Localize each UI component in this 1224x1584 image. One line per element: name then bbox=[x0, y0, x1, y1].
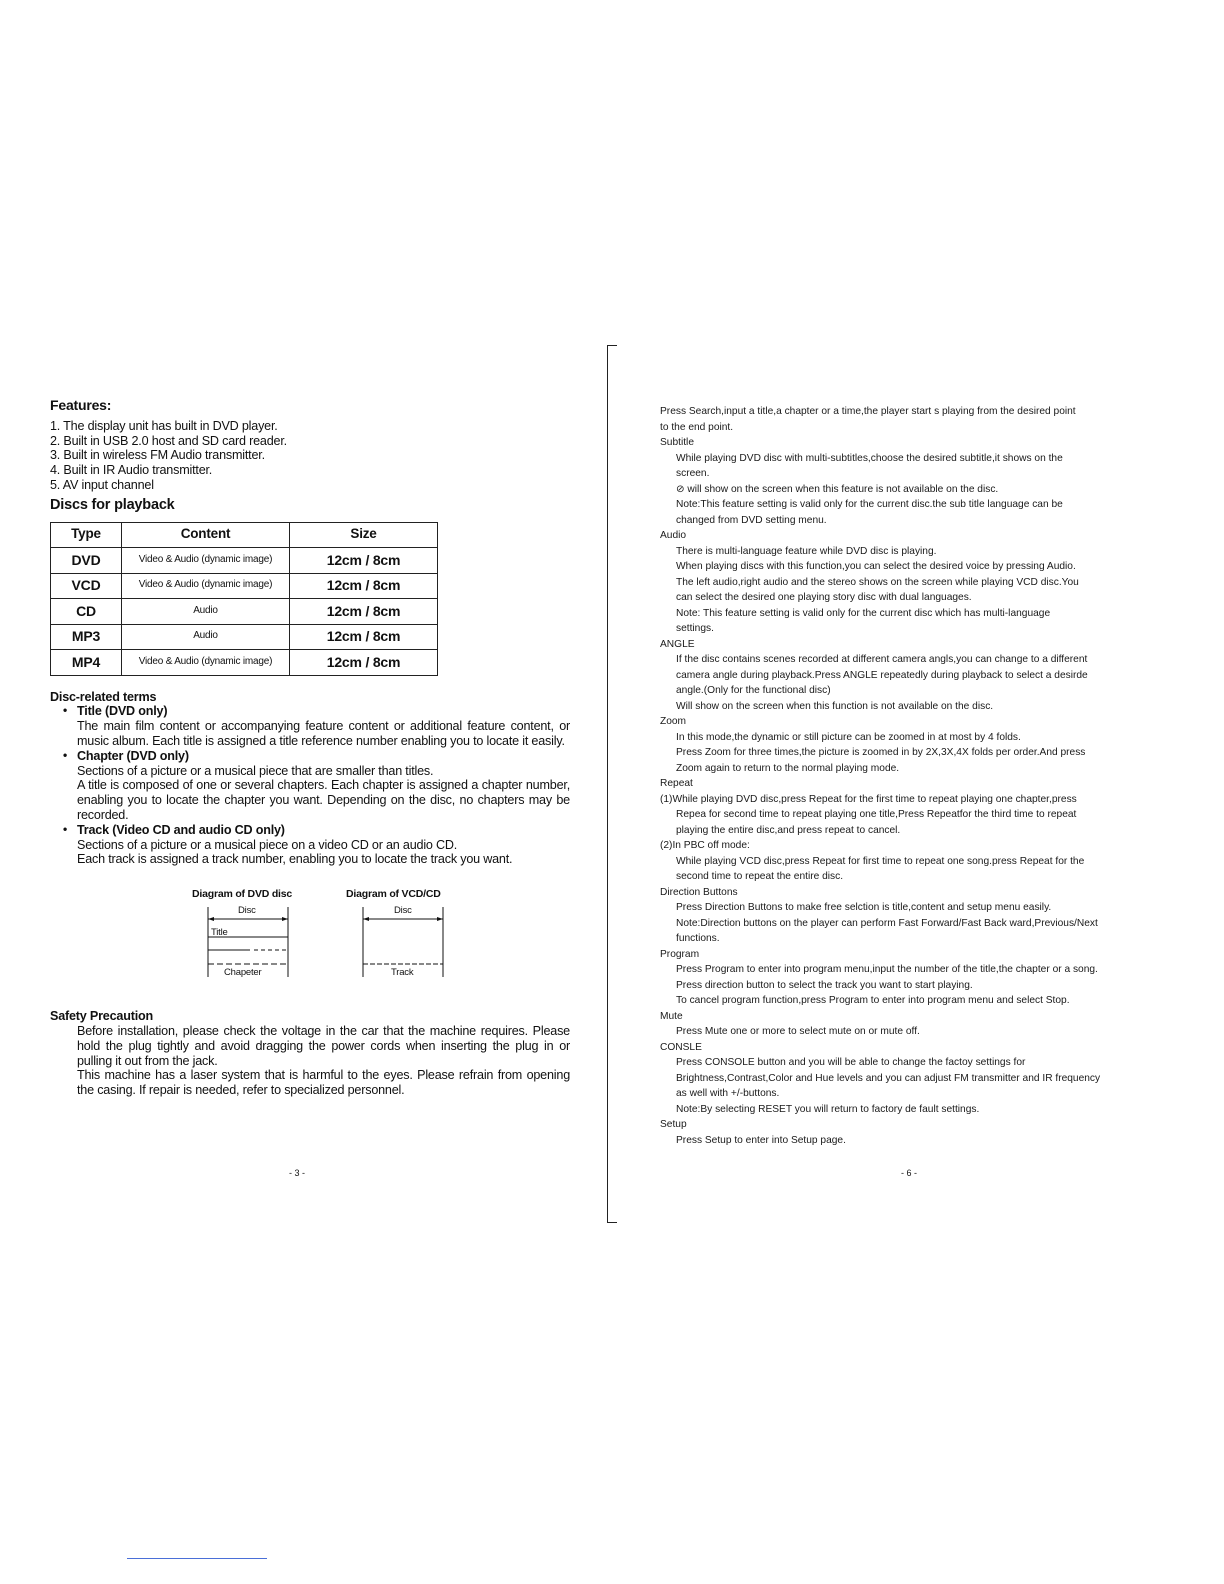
vcd-diagram-caption: Diagram of VCD/CD bbox=[346, 888, 441, 901]
term-heading: Track (Video CD and audio CD only) bbox=[77, 822, 285, 837]
safety-paragraph: This machine has a laser system that is harmful to the eyes. Please refrain from opening the casing. If repair is needed, refer to specialized personnel. bbox=[77, 1068, 570, 1098]
term-title-dvd bbox=[50, 704, 570, 748]
section-heading: (1)While playing DVD disc,press Repeat for the first time to repeat playing one chapter,press bbox=[660, 793, 1077, 805]
section-text: Press Zoom for three times,the picture is zoomed in by 2X,3X,4X folds per order.And press bbox=[676, 747, 1086, 758]
page-fold-tick-top bbox=[607, 345, 617, 346]
cell-type: MP3 bbox=[51, 624, 122, 650]
section-heading: (2)In PBC off mode: bbox=[660, 840, 750, 851]
vcd-track-label: Track bbox=[391, 967, 414, 979]
features-heading: Features: bbox=[50, 397, 112, 413]
safety-paragraph: Before installation, please check the voltage in the car that the machine requires. Please hold the plug tightly and avoid dragging the power cords when inserting the plug in or pulling it out from the jack. bbox=[77, 1023, 570, 1068]
section-text: settings. bbox=[676, 623, 714, 634]
section-heading: CONSLE bbox=[660, 1041, 702, 1053]
section-text: Press Direction Buttons to make free selction is title,content and setup menu easily. bbox=[676, 902, 1052, 913]
section-text: Press direction button to select the track you want to start playing. bbox=[676, 979, 973, 991]
section-text: camera angle during playback.Press ANGLE repeatedly during playback to select a desirde bbox=[676, 669, 1088, 681]
feature-item: 5. AV input channel bbox=[50, 477, 154, 492]
section-text: Note:By selecting RESET you will return to factory de fault settings. bbox=[676, 1103, 980, 1115]
cell-size: 12cm / 8cm bbox=[290, 599, 438, 625]
section-heading: Subtitle bbox=[660, 437, 694, 448]
section-heading: ANGLE bbox=[660, 638, 695, 650]
cell-type: MP4 bbox=[51, 650, 122, 676]
table-row bbox=[51, 548, 438, 574]
term-text: Each track is assigned a track number, enabling you to locate the track you want. bbox=[77, 852, 513, 867]
section-text: If the disc contains scenes recorded at different camera angls,you can change to a different bbox=[676, 654, 1088, 665]
left-page-number: - 3 - bbox=[289, 1168, 306, 1178]
table-row bbox=[51, 573, 438, 599]
bullet-icon: • bbox=[63, 821, 68, 836]
section-text: second time to repeat the entire disc. bbox=[676, 871, 844, 882]
section-text: playing the entire disc,and press repeat to cancel. bbox=[676, 824, 901, 836]
safety-text bbox=[50, 1024, 570, 1098]
table-row bbox=[51, 650, 438, 676]
term-track bbox=[50, 823, 570, 867]
vcd-disc-label: Disc bbox=[394, 905, 412, 917]
discs-heading: Discs for playback bbox=[50, 496, 175, 513]
section-text: ⊘ will show on the screen when this feature is not available on the disc. bbox=[676, 483, 999, 495]
section-text: When playing discs with this function,you can select the desired voice by pressing Audio. bbox=[676, 561, 1076, 572]
feature-item: 2. Built in USB 2.0 host and SD card reader. bbox=[50, 433, 287, 448]
column-header-size: Size bbox=[290, 522, 438, 548]
cell-type: CD bbox=[51, 599, 122, 625]
term-text: Sections of a picture or a musical piece on a video CD or an audio CD. bbox=[77, 837, 458, 852]
cell-content: Video & Audio (dynamic image) bbox=[122, 573, 290, 599]
section-text: Brightness,Contrast,Color and Hue levels and you can adjust FM transmitter and IR frequency bbox=[676, 1072, 1101, 1084]
bullet-icon: • bbox=[63, 703, 68, 718]
section-text: changed from DVD setting menu. bbox=[676, 514, 827, 526]
cell-content: Video & Audio (dynamic image) bbox=[122, 548, 290, 574]
bottom-rule bbox=[127, 1558, 267, 1559]
section-heading: Repeat bbox=[660, 778, 693, 789]
section-text: Note: This feature setting is valid only for the current disc which has multi-language bbox=[676, 607, 1051, 619]
dvd-diagram-caption: Diagram of DVD disc bbox=[192, 888, 293, 901]
section-text: can select the desired one playing story disc with dual languages. bbox=[676, 592, 972, 603]
table-row bbox=[51, 624, 438, 650]
term-heading: Chapter (DVD only) bbox=[77, 748, 189, 763]
safety-heading: Safety Precaution bbox=[50, 1009, 153, 1024]
bullet-icon: • bbox=[63, 747, 68, 762]
left-page bbox=[50, 398, 570, 1098]
section-text: Press Mute one or more to select mute on or mute off. bbox=[676, 1026, 920, 1037]
intro-line: to the end point. bbox=[660, 421, 734, 433]
section-text: Note:Direction buttons on the player can perform Fast Forward/Fast Back ward,Previous/Next bbox=[676, 917, 1098, 929]
column-header-type: Type bbox=[51, 522, 122, 548]
right-page-number: - 6 - bbox=[901, 1168, 918, 1178]
right-sections bbox=[660, 435, 1170, 1148]
section-text: Repea for second time to repeat playing one title,Press Repeatfor the third time to repeat bbox=[676, 809, 1077, 820]
section-text: While playing VCD disc,press Repeat for first time to repeat one song.press Repeat for the bbox=[676, 855, 1085, 867]
disc-diagrams bbox=[50, 887, 570, 997]
section-text: There is multi-language feature while DVD disc is playing. bbox=[676, 545, 937, 557]
table-row bbox=[51, 599, 438, 625]
section-text: Press CONSOLE button and you will be able to change the factoy settings for bbox=[676, 1057, 1026, 1068]
feature-item: 3. Built in wireless FM Audio transmitter. bbox=[50, 448, 265, 463]
section-text: Note:This feature setting is valid only for the current disc.the sub title language can be bbox=[676, 499, 1063, 510]
section-heading: Program bbox=[660, 948, 700, 960]
section-text: Press Setup to enter into Setup page. bbox=[676, 1134, 846, 1146]
dvd-disc-label: Disc bbox=[238, 905, 256, 917]
section-heading: Zoom bbox=[660, 716, 687, 727]
section-text: The left audio,right audio and the stereo shows on the screen while playing VCD disc.You bbox=[676, 576, 1079, 588]
section-heading: Audio bbox=[660, 530, 687, 541]
dvd-chapter-label: Chapeter bbox=[224, 967, 262, 979]
cell-size: 12cm / 8cm bbox=[290, 573, 438, 599]
feature-item: 1. The display unit has built in DVD player. bbox=[50, 418, 278, 433]
section-text: screen. bbox=[676, 468, 710, 479]
section-text: Zoom again to return to the normal playing mode. bbox=[676, 762, 900, 774]
section-text: While playing DVD disc with multi-subtitles,choose the desired subtitle,it shows on the bbox=[676, 452, 1063, 464]
section-heading: Setup bbox=[660, 1119, 687, 1130]
section-heading: Mute bbox=[660, 1010, 683, 1022]
cell-size: 12cm / 8cm bbox=[290, 624, 438, 650]
cell-type: VCD bbox=[51, 573, 122, 599]
cell-size: 12cm / 8cm bbox=[290, 650, 438, 676]
section-text: functions. bbox=[676, 933, 720, 944]
term-heading: Title (DVD only) bbox=[77, 704, 168, 719]
page-fold-line bbox=[607, 345, 608, 1223]
term-chapter bbox=[50, 749, 570, 823]
features-list bbox=[50, 419, 570, 493]
page-fold-tick-bottom bbox=[607, 1222, 617, 1223]
cell-size: 12cm / 8cm bbox=[290, 548, 438, 574]
right-page bbox=[660, 404, 1170, 1148]
discs-table bbox=[50, 522, 438, 676]
terms-heading: Disc-related terms bbox=[50, 689, 157, 704]
section-text: To cancel program function,press Program to enter into program menu and select Stop. bbox=[676, 995, 1070, 1006]
term-text: Sections of a picture or a musical piece that are smaller than titles. bbox=[77, 763, 434, 778]
feature-item: 4. Built in IR Audio transmitter. bbox=[50, 463, 213, 478]
column-header-content: Content bbox=[122, 522, 290, 548]
section-text: as well with +/-buttons. bbox=[676, 1088, 780, 1099]
intro-line: Press Search,input a title,a chapter or a time,the player start s playing from the desired point bbox=[660, 406, 1076, 417]
cell-content: Audio bbox=[122, 624, 290, 650]
cell-type: DVD bbox=[51, 548, 122, 574]
section-text: angle.(Only for the functional disc) bbox=[676, 685, 831, 696]
term-text: The main film content or accompanying feature content or additional feature content, or music album. Each title is assigned a title reference number enabling you to locate it easily. bbox=[77, 719, 570, 748]
cell-content: Audio bbox=[122, 599, 290, 625]
cell-content: Video & Audio (dynamic image) bbox=[122, 650, 290, 676]
table-header-row bbox=[51, 522, 438, 548]
term-text: A title is composed of one or several chapters. Each chapter is assigned a chapter number, enabling you to locate the chapter you want. Depending on the disc, no chapters may be recorded. bbox=[77, 778, 570, 822]
section-text: Will show on the screen when this function is not available on the disc. bbox=[676, 700, 994, 712]
section-text: Press Program to enter into program menu,input the number of the title,the chapter or a song. bbox=[676, 964, 1098, 975]
section-heading: Direction Buttons bbox=[660, 886, 738, 898]
section-text: In this mode,the dynamic or still picture can be zoomed in at most by 4 folds. bbox=[676, 731, 1021, 743]
disc-diagram-lines bbox=[50, 887, 570, 997]
dvd-title-label: Title bbox=[211, 927, 228, 939]
